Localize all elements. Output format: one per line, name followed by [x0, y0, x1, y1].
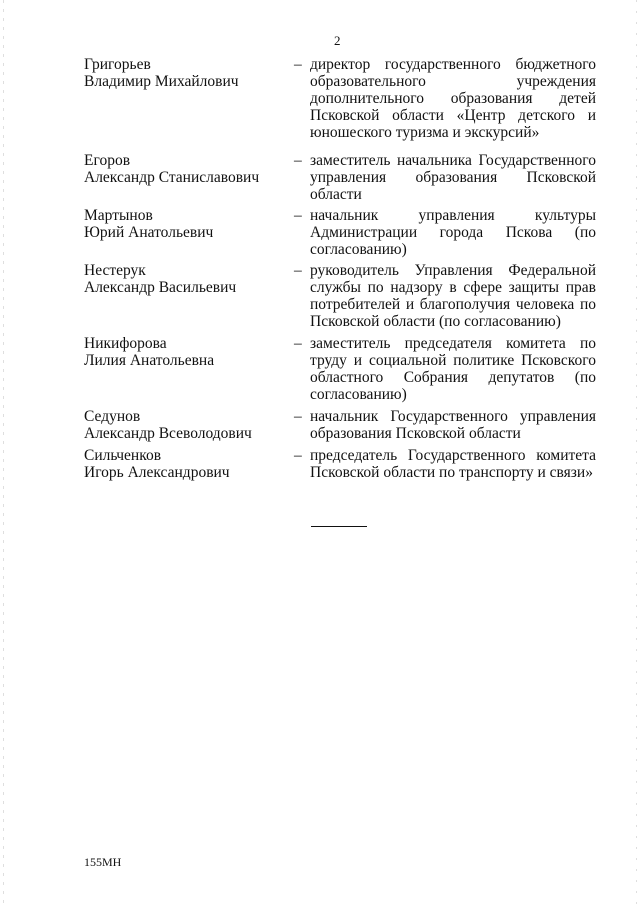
member-role: начальник управления культуры Администрации города Пскова (по согласованию) — [310, 207, 596, 258]
member-role: заместитель председателя комитета по труду и социальной политике Псковского областного Собрания депутатов (по согласованию) — [310, 335, 596, 403]
member-name — [84, 56, 294, 152]
member-entry — [84, 335, 596, 408]
member-given-names: Лилия Анатольевна — [84, 352, 215, 369]
scan-edge-right — [636, 0, 637, 905]
member-dash: – — [294, 207, 302, 224]
member-given-names: Александр Всеволодович — [84, 425, 252, 442]
member-role: руководитель Управления Федеральной службы по надзору в сфере защиты прав потребителей и благополучия человека по Псковской области (по согласованию) — [310, 262, 596, 330]
member-name — [84, 408, 294, 447]
member-name — [84, 447, 294, 481]
member-surname: Никифорова — [84, 335, 167, 352]
member-given-names: Александр Станиславович — [84, 169, 260, 186]
member-surname: Мартынов — [84, 207, 153, 224]
member-entry — [84, 262, 596, 335]
member-surname: Нестерук — [84, 262, 146, 279]
member-entry — [84, 207, 596, 262]
member-role: заместитель начальника Государственного управления образования Псковской области — [310, 152, 596, 203]
member-dash: – — [294, 408, 302, 425]
member-dash: – — [294, 447, 302, 464]
member-given-names: Александр Васильевич — [84, 279, 237, 296]
member-role: председатель Государственного комитета Псковской области по транспорту и связи» — [310, 447, 596, 481]
member-name — [84, 262, 294, 335]
member-surname: Егоров — [84, 152, 131, 169]
member-name — [84, 207, 294, 262]
member-entry — [84, 56, 596, 152]
member-name — [84, 335, 294, 408]
closing-rule — [311, 526, 367, 527]
member-name — [84, 152, 294, 207]
member-surname: Седунов — [84, 408, 141, 425]
member-dash: – — [294, 56, 302, 73]
member-entry — [84, 408, 596, 447]
member-surname: Григорьев — [84, 56, 151, 73]
member-dash: – — [294, 335, 302, 352]
member-role: директор государственного бюджетного образовательного учреждения дополнительного образования детей Псковской области «Центр детского и юношеского туризма и экскурсий» — [310, 56, 596, 141]
member-role: начальник Государственного управления образования Псковской области — [310, 408, 596, 442]
member-entry — [84, 447, 596, 481]
member-surname: Сильченков — [84, 447, 162, 464]
member-given-names: Юрий Анатольевич — [84, 224, 214, 241]
member-given-names: Игорь Александрович — [84, 464, 230, 481]
member-entry — [84, 152, 596, 207]
member-dash: – — [294, 152, 302, 169]
page-number: 2 — [334, 33, 341, 48]
document-code: 155МН — [84, 855, 122, 869]
scan-edge-left — [3, 0, 4, 905]
members-list — [84, 56, 596, 481]
member-given-names: Владимир Михайлович — [84, 73, 239, 90]
member-dash: – — [294, 262, 302, 279]
